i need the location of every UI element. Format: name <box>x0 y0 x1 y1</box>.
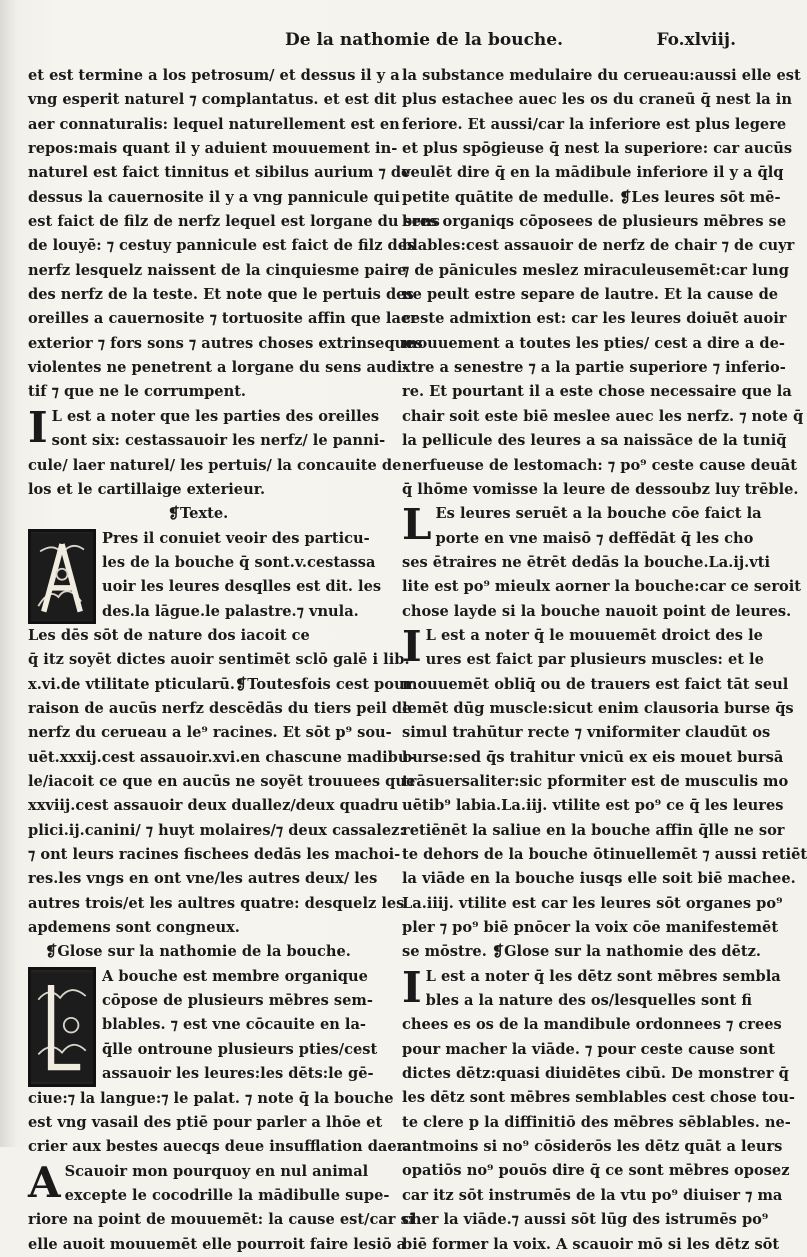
right-paragraph-2 <box>402 500 802 624</box>
folio-number: Fo.xlviij. <box>656 30 736 50</box>
text-line: tif ⁊ que ne le corrumpent. <box>28 383 247 401</box>
text-line: simul trahūtur recte ⁊ vniformiter claudūt os <box>402 724 771 742</box>
text-line: le/iacoit ce que en aucūs ne soyēt trouuees que <box>28 772 416 790</box>
left-column <box>28 64 440 1253</box>
text-line: ures est faict par plusieurs muscles: et le <box>425 651 764 669</box>
section-heading-glose: ❡Glose sur la nathomie de la bouche. <box>45 943 351 961</box>
text-line: cōpose de plusieurs mēbres sem- <box>102 992 373 1010</box>
drop-initial-l: L <box>402 500 432 550</box>
text-line: re. Et pourtant il a este chose necessaire que la <box>402 383 792 401</box>
text-line: de louyē: ⁊ cestuy pannicule est faict de filz des <box>28 237 416 255</box>
text-line: ne peult estre separe de lautre. Et la cause de <box>402 286 779 304</box>
text-line: burse:sed q̄s trahitur vnicū ex eis mouet bursā <box>402 748 784 766</box>
text-line: los et le cartillaige exterieur. <box>28 480 266 498</box>
text-line: res.les vngs en ont vne/les autres deux/ les <box>28 870 378 888</box>
text-line: cher la viāde.⁊ aussi sōt lūg des istrumēs po⁹ <box>402 1211 769 1229</box>
text-line: bres organiqs cōposees de plusieurs mēbres se <box>402 213 787 231</box>
text-line: retiēnēt la saliue en la bouche affin q̄lle ne sor <box>402 821 785 839</box>
text-line: se mōstre. ❡Glose sur la nathomie des dētz. <box>402 943 761 961</box>
text-line: ciue:⁊ la langue:⁊ le palat. ⁊ note q̄ la bouche <box>28 1089 394 1107</box>
drop-initial-i-3: I <box>402 962 422 1012</box>
left-paragraph-5 <box>28 1157 415 1257</box>
text-line: autres trois/et les aultres quatre: desquelz les <box>28 894 405 912</box>
text-line: feriore. Et aussi/car la inferiore est plus legere <box>402 115 787 133</box>
left-paragraph-3 <box>28 527 416 941</box>
right-column <box>402 64 807 1253</box>
text-line: exterior ⁊ fors sons ⁊ autres choses extrinseques <box>28 334 423 352</box>
text-line: A bouche est membre organique <box>102 967 368 985</box>
text-line: xxviij.cest assauoir deux duallez/deux quadru <box>28 797 399 815</box>
text-line: blables:cest assauoir de nerfz de chair ⁊ de cuyr <box>402 237 795 255</box>
text-line: dessus la cauernosite il y a vng pannicule qui <box>28 188 400 206</box>
text-line: et plus spōgieuse q̄ nest la superiore: car aucūs <box>402 140 793 158</box>
text-line: q̄ itz soyēt dictes auoir sentimēt sclō galē i lib. <box>28 651 410 669</box>
text-line: dictes dētz:quasi diuidētes cibū. De monstrer q̄ <box>402 1065 789 1083</box>
text-line: uētib⁹ labia.La.iij. vtilite est po⁹ ce q̄ les leures <box>402 797 784 815</box>
drop-initial-i: I <box>28 402 48 452</box>
right-paragraph-3 <box>402 621 807 965</box>
text-line: nerfz lesquelz naissent de la cinquiesme paire <box>28 261 407 279</box>
text-line: L est a noter q̄ le mouuemēt droict des le <box>425 626 763 644</box>
text-line: ⁊ ont leurs racines fischees dedās les machoi- <box>28 846 401 863</box>
text-line: naturel est faict tinnitus et sibilus aurium ⁊ de <box>28 164 411 182</box>
text-line: L est a noter que les parties des oreilles <box>51 407 380 425</box>
text-line: pour macher la viāde. ⁊ pour ceste cause sont <box>402 1040 775 1058</box>
text-line: repos:mais quant il y aduient mouuement in- <box>28 140 398 158</box>
text-line: mouuement a toutes les pties/ cest a dire a de- <box>402 334 785 352</box>
text-line: violentes ne penetrent a lorgane du sens audi- <box>28 359 409 377</box>
text-line: trāsuersaliter:sic pformiter est de musculis mo <box>402 772 789 790</box>
left-paragraph-4 <box>28 965 409 1160</box>
text-line: nerfz du cerueau a le⁹ racines. Et sōt p⁹ sou- <box>28 724 392 742</box>
text-line: riore na point de mouuemēt: la cause est/car si <box>28 1211 415 1229</box>
text-line: excepte le cocodrille la mādibulle supe- <box>64 1187 390 1205</box>
section-heading-texte: ❡Texte. <box>167 505 229 523</box>
text-line: uoir les leures desqlles est dit. les <box>102 578 382 596</box>
text-line: te clere p la diffinitiō des mēbres sēblables. ne- <box>402 1113 791 1131</box>
text-line: ceste admixtion est: car les leures doiuēt auoir <box>402 310 787 328</box>
text-line: apdemens sont congneux. <box>28 919 240 937</box>
text-line: La.iiij. vtilite est car les leures sōt organes po⁹ <box>402 894 783 912</box>
right-paragraph-1 <box>402 64 804 502</box>
text-line: antmoins si no⁹ cōsiderōs les dētz quāt a leurs <box>402 1138 783 1156</box>
text-line: biē former la voix. A scauoir mō si les dētz sōt <box>402 1235 780 1253</box>
text-line: Es leures seruēt a la bouche cōe faict la <box>435 505 762 523</box>
text-line: nerfueuse de lestomach: ⁊ po⁹ ceste cause deuāt <box>402 456 797 474</box>
text-line: mouuemēt obliq̄ ou de trauers est faict tāt seul <box>402 675 789 693</box>
text-line: porte en vne maisō ⁊ deffēdāt q̄ les cho <box>435 529 754 547</box>
page-title: De la nathomie de la bouche. <box>285 30 564 50</box>
text-line: aer connaturalis: lequel naturellement est en <box>28 115 400 133</box>
ornate-initial-a <box>28 529 96 624</box>
text-line: te dehors de la bouche ōtinuellemēt ⁊ aussi retiēt <box>402 846 807 863</box>
text-line: q̄ lhōme vomisse la leure de dessoubz luy trēble. <box>402 480 799 498</box>
text-line: uēt.xxxij.cest assauoir.xvi.en chascune madibu- <box>28 748 415 766</box>
text-line: elle auoit mouuemēt elle pourroit faire lesiō a <box>28 1235 407 1253</box>
text-line: xtre a senestre ⁊ a la partie superiore ⁊ inferio- <box>402 359 786 377</box>
text-line: crier aux bestes auecqs deue insufflation daer. <box>28 1138 409 1156</box>
text-line: est faict de filz de nerfz lequel est lorgane du sens <box>28 213 440 231</box>
text-line: plus estachee auec les os du craneū q̄ nest la in <box>402 91 792 109</box>
text-line: assauoir les leures:les dēts:le gē- <box>102 1065 374 1083</box>
drop-initial-i-2: I <box>402 621 422 671</box>
text-line: oreilles a cauernosite ⁊ tortuosite affin que laer <box>28 310 418 328</box>
text-line: et est termine a los petrosum/ et dessus il y a <box>28 67 400 84</box>
text-line: Scauoir mon pourquoy en nul animal <box>64 1162 369 1180</box>
text-line: les de la bouche q̄ sont.v.cestassa <box>102 553 376 571</box>
ornate-initial-l <box>28 967 96 1087</box>
text-line: bles a la nature des os/lesquelles sont fi <box>425 992 752 1010</box>
text-line: car itz sōt instrumēs de la vtu po⁹ diuiser ⁊ ma <box>402 1186 783 1204</box>
text-line: chose layde si la bouche nauoit point de leures. <box>402 602 792 620</box>
text-line: veulēt dire q̄ en la mādibule inferiore il y a q̄lq <box>402 164 784 182</box>
text-line: des nerfz de la teste. Et note que le pertuis des <box>28 286 414 304</box>
text-line: la substance medulaire du cerueau:aussi elle est <box>402 67 801 84</box>
text-line: ⁊ de pānicules meslez miraculeusemēt:car lung <box>402 261 789 279</box>
left-paragraph-1 <box>28 64 440 405</box>
running-head <box>0 30 800 58</box>
text-line: opatiōs no⁹ pouōs dire q̄ ce sont mēbres oposez <box>402 1162 790 1180</box>
text-line: les dētz sont mēbres semblables cest chose tou- <box>402 1089 795 1107</box>
text-line: petite quātite de medulle. ❡Les leures sōt mē- <box>402 188 781 206</box>
drop-initial-a: A <box>28 1157 61 1207</box>
text-line: vng esperit naturel ⁊ complantatus. et est dit <box>28 91 397 109</box>
text-line: chair soit este biē meslee auec les nerfz. ⁊ note q̄ <box>402 407 804 425</box>
text-line: blables. ⁊ est vne cōcauite en la- <box>102 1016 366 1034</box>
text-line: lite est po⁹ mieulx aorner la bouche:car ce seroit <box>402 578 802 596</box>
text-line: lemēt dūg muscle:sicut enim clausoria burse q̄s <box>402 699 794 717</box>
text-line: ses ētraires ne ētrēt dedās la bouche.La.ij.vti <box>402 553 770 571</box>
text-line: Pres il conuiet veoir des particu- <box>102 529 370 547</box>
text-line: plici.ij.canini/ ⁊ huyt molaires/⁊ deux cassalez: <box>28 821 405 839</box>
left-paragraph-2 <box>28 402 402 502</box>
text-line: cule/ laer naturel/ les pertuis/ la concauite de <box>28 456 402 474</box>
text-line: Les dēs sōt de nature dos iacoit ce <box>28 626 310 644</box>
text-line: x.vi.de vtilitate pticularū.❡Toutesfois cest pour <box>28 675 413 693</box>
text-line: est vng vasail des ptiē pour parler a lhōe et <box>28 1114 383 1132</box>
text-line: la viāde en la bouche iusqs elle soit biē machee. <box>402 870 796 888</box>
text-line: raison de aucūs nerfz descēdās du tiers peil de <box>28 699 412 717</box>
text-line: L est a noter q̄ les dētz sont mēbres sembla <box>425 967 781 985</box>
right-paragraph-4 <box>402 962 795 1257</box>
text-line: q̄lle ontroune plusieurs pties/cest <box>102 1040 378 1058</box>
text-line: sont six: cestassauoir les nerfz/ le panni- <box>51 432 386 450</box>
text-line: la pellicule des leures a sa naissāce de la tuniq̄ <box>402 432 787 450</box>
ornate-initial-l-icon <box>31 970 93 1084</box>
text-line: chees es os de la mandibule ordonnees ⁊ crees <box>402 1016 782 1034</box>
text-line: des.la lāgue.le palastre.⁊ vnula. <box>102 602 359 620</box>
text-line: pler ⁊ po⁹ biē pnōcer la voix cōe manifestemēt <box>402 919 779 937</box>
ornate-initial-a-icon <box>31 532 93 621</box>
